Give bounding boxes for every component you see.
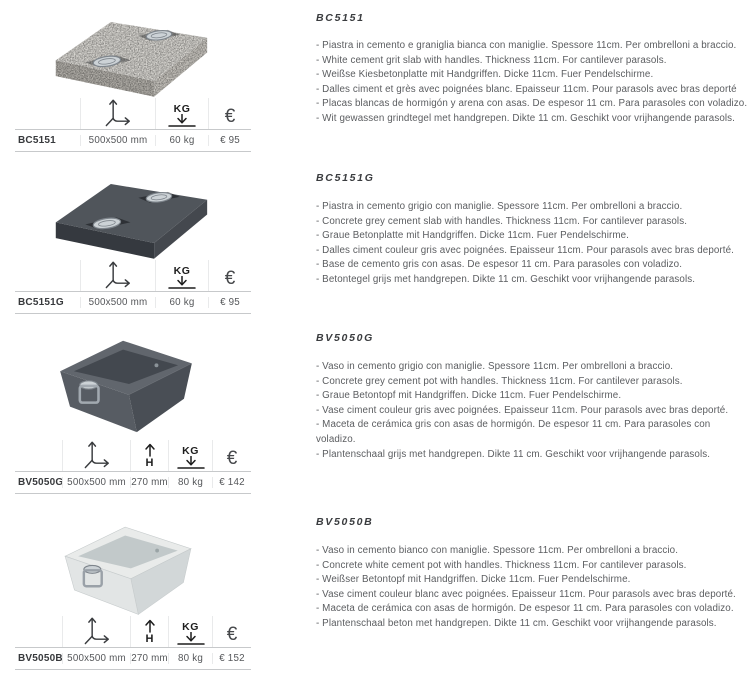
price-icon-label: € [224, 106, 236, 127]
price-icon-label: € [226, 448, 238, 469]
spec-code: BV5050B [18, 653, 63, 664]
spec-code: BV5050G [18, 477, 64, 488]
product-photo-slab-grey [44, 168, 216, 267]
description-line: - Dalles ciment et grès avec poignées blanc. Epaisseur 11cm. Pour parasols avec bras deporté [316, 83, 737, 95]
description-line: - Maceta de cerámica con asas de hormigón. De espesor 11 cm. Para parasoles con voladizo. [316, 603, 734, 615]
price-icon [208, 260, 251, 291]
description-line: - Concrete grey cement pot with handles. Thickness 11cm. For cantilever parasols. [316, 375, 683, 387]
description-line: - Placas blancas de hormigón y arena con asas. De espesor 11 cm. Para parasoles con voladizo. [316, 98, 748, 110]
description-line: - Plantenschaal beton met handgrepen. Dikte 11 cm. Geschikt voor vrijhangende parasols. [316, 617, 717, 629]
dimensions-icon [80, 260, 155, 291]
spec-price: € 95 [208, 297, 251, 308]
spec-weight: 60 kg [155, 297, 208, 308]
product-code-title: BV5050B [316, 516, 374, 528]
weight-icon-label: KG [173, 264, 191, 277]
product-photo-pot-white [57, 513, 199, 626]
spec-price: € 95 [208, 135, 251, 146]
height-icon-label: H [145, 633, 154, 645]
price-icon [212, 440, 251, 471]
description-line: - Concrete grey cement slab with handles. Thickness 11cm. For cantilever parasols. [316, 215, 688, 227]
spec-weight: 80 kg [168, 477, 212, 488]
weight-icon-label: KG [182, 620, 199, 633]
description-line: - Piastra in cemento grigio con maniglie. Spessore 11cm. Per ombrelloni a braccio. [316, 201, 683, 212]
description-line: - Vase ciment couleur gris avec poignées. Epaisseur 11cm. Pour parasols avec bras deporté. [316, 404, 729, 416]
description-line: - Graue Betontopf mit Handgriffen. Dicke 11cm. Fuer Pendelschirme. [316, 390, 622, 402]
description-line: - Vase ciment couleur blanc avec poignées. Epaisseur 11cm. Pour parasols avec bras deporté. [316, 588, 736, 600]
description-list [316, 200, 752, 288]
product-photo-slab-granite [44, 6, 216, 105]
spec-height: 270 mm [131, 653, 168, 664]
weight-icon [168, 440, 212, 471]
description-line: - Maceta de cerámica gris con asas de hormigón. De espesor 11 cm. Para parasoles con voladizo. [316, 419, 711, 445]
spec-dimensions: 500x500 mm [80, 135, 155, 146]
price-icon-label: € [226, 624, 238, 645]
height-icon [130, 440, 168, 471]
weight-icon-label: KG [182, 444, 199, 457]
description-line: - Plantenschaal grijs met handgrepen. Dikte 11 cm. Geschikt voor vrijhangende parasols. [316, 448, 711, 460]
spec-data-row [15, 471, 251, 494]
spec-code: BC5151 [18, 135, 56, 146]
product-photo-pot-grey [52, 326, 200, 444]
product-bv5050b [0, 504, 752, 677]
description-line: - Piastra in cemento e graniglia bianca con maniglie. Spessore 11cm. Per ombrelloni a braccio. [316, 40, 737, 51]
spec-table [15, 440, 251, 494]
spec-icon-row [15, 616, 251, 647]
spec-header-empty [15, 98, 80, 129]
description-line: - Dalles ciment couleur gris avec poignées. Epaisseur 11cm. Pour parasols avec bras deporté. [316, 244, 734, 256]
spec-weight: 80 kg [168, 653, 212, 664]
description-line: - Vaso in cemento grigio con maniglie. Spessore 11cm. Per ombrelloni a braccio. [316, 361, 674, 372]
description-line: - Concrete white cement pot with handles. Thickness 11cm. For cantilever parasols. [316, 559, 687, 571]
product-code-title: BC5151 [316, 12, 365, 24]
description-line: - Vaso in cemento bianco con maniglie. Spessore 11cm. Per ombrelloni a braccio. [316, 545, 679, 556]
description-list [316, 360, 752, 462]
spec-height: 270 mm [131, 477, 168, 488]
spec-dimensions: 500x500 mm [80, 297, 155, 308]
weight-icon [155, 98, 208, 129]
weight-icon [168, 616, 212, 647]
dimensions-icon [62, 616, 130, 647]
price-icon [212, 616, 251, 647]
spec-table [15, 616, 251, 670]
description-line: - Betontegel grijs met handgrepen. Dikte 11 cm. Geschikt voor vrijhangende parasols. [316, 273, 696, 285]
price-icon [208, 98, 251, 129]
spec-icon-row [15, 260, 251, 291]
spec-icon-row [15, 440, 251, 471]
spec-table [15, 98, 251, 152]
spec-weight: 60 kg [155, 135, 208, 146]
product-code-title: BV5050G [316, 332, 375, 344]
spec-price: € 142 [212, 477, 251, 488]
dimensions-icon [62, 440, 130, 471]
description-line: - Base de cemento gris con asas. De espesor 11 cm. Para parasoles con voladizo. [316, 259, 683, 271]
description-list [316, 39, 752, 127]
product-info [316, 12, 752, 127]
spec-data-row [15, 129, 251, 152]
product-info [316, 332, 752, 462]
weight-icon [155, 260, 208, 291]
spec-header-empty [15, 440, 62, 471]
height-icon [130, 616, 168, 647]
product-info [316, 516, 752, 632]
height-icon-label: H [145, 457, 154, 469]
spec-data-row [15, 291, 251, 314]
spec-code: BC5151G [18, 297, 64, 308]
spec-dimensions: 500x500 mm [62, 477, 130, 488]
description-line: - Weißser Betontopf mit Handgriffen. Dicke 11cm. Fuer Pendelschirme. [316, 574, 631, 586]
description-line: - White cement grit slab with handles. Thickness 11cm. For cantilever parasols. [316, 54, 667, 66]
spec-icon-row [15, 98, 251, 129]
weight-icon-label: KG [173, 102, 191, 115]
description-line: - Weißse Kiesbetonplatte mit Handgriffen. Dicke 11cm. Fuer Pendelschirme. [316, 69, 654, 81]
product-code-title: BC5151G [316, 172, 375, 184]
spec-header-empty [15, 616, 62, 647]
price-icon-label: € [224, 268, 236, 289]
description-line: - Wit gewassen grindtegel met handgrepen. Dikte 11 cm. Geschikt voor vrijhangende parasols. [316, 112, 735, 124]
spec-data-row [15, 647, 251, 670]
description-list [316, 544, 752, 632]
product-bc5151g [0, 160, 752, 320]
product-bc5151 [0, 0, 752, 160]
product-bv5050g [0, 320, 752, 504]
spec-header-empty [15, 260, 80, 291]
description-line: - Graue Betonplatte mit Handgriffen. Dicke 11cm. Fuer Pendelschirme. [316, 230, 629, 242]
dimensions-icon [80, 98, 155, 129]
product-info [316, 172, 752, 288]
spec-table [15, 260, 251, 314]
spec-price: € 152 [212, 653, 251, 664]
spec-dimensions: 500x500 mm [62, 653, 130, 664]
